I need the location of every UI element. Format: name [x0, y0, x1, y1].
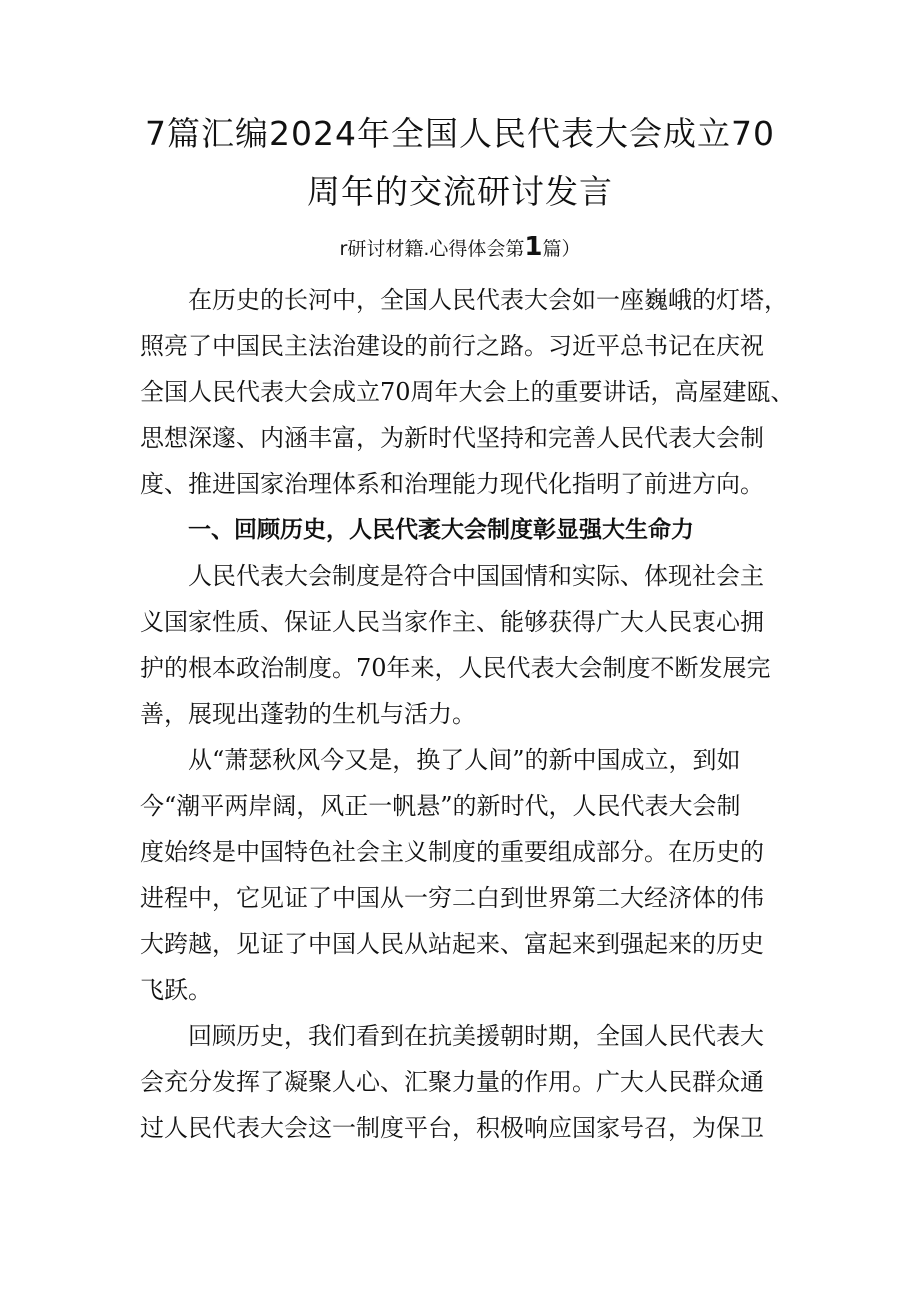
- document-body: [140, 277, 795, 1151]
- section-heading-1: 一、回顾历史，人民代袤大会制度彰显强大生命力: [188, 517, 694, 543]
- paragraph-line: 回顾历史，我们看到在抗美援朝时期，全国人民代表大: [188, 1022, 764, 1050]
- paragraph-line: 从“萧瑟秋风今又是，换了人间”的新中国成立，到如: [188, 746, 741, 774]
- paragraph-line: 思想深邃、内涵丰富，为新时代坚持和完善人民代表大会制: [140, 424, 764, 452]
- title-line-1: 7篇汇编2024年全国人民代表大会成立70: [145, 114, 775, 153]
- paragraph-line: 飞跃。: [140, 976, 212, 1004]
- paragraph-line: 在历史的长河中，全国人民代表大会如一座巍峨的灯塔，: [188, 286, 788, 314]
- paragraph-line: 度、推进国家治理体系和治理能力现代化指明了前进方向。: [140, 470, 764, 498]
- paragraph-line: 善，展现出蓬勃的生机与活力。: [140, 700, 476, 728]
- paragraph-line: 人民代表大会制度是符合中国国情和实际、体现社会主: [188, 562, 764, 590]
- document-subtitle: [100, 230, 820, 266]
- paragraph-line: 进程中，它见证了中国从一穷二白到世界第二大经济体的伟: [140, 884, 764, 912]
- subtitle-suffix: 篇）: [542, 238, 581, 260]
- title-line-2: 周年的交流研讨发言: [307, 172, 613, 211]
- paragraph-2: [140, 553, 790, 737]
- paragraph-line: 度始终是中国特色社会主义制度的重要组成部分。在历史的: [140, 838, 764, 866]
- paragraph-line: 会充分发挥了凝聚人心、汇聚力量的作用。广大人民群众通: [140, 1068, 764, 1096]
- paragraph-line: 义国家性质、保证人民当家作主、能够获得广大人民衷心拥: [140, 608, 764, 636]
- paragraph-line: 全国人民代表大会成立70周年大会上的重要讲话，高屋建瓯、: [140, 378, 795, 406]
- document-title: [100, 105, 820, 221]
- paragraph-1: [140, 277, 795, 507]
- paragraph-line: 照亮了中国民主法治建设的前行之路。习近平总书记在庆祝: [140, 332, 764, 360]
- paragraph-line: 护的根本政治制度。70年来，人民代表大会制度不断发展完: [140, 654, 771, 682]
- subtitle-number: 1: [524, 232, 543, 262]
- paragraph-3: [140, 737, 790, 1013]
- paragraph-4: [140, 1013, 790, 1151]
- paragraph-line: 今“潮平两岸阔，风正一帆悬”的新时代，人民代表大会制: [140, 792, 741, 820]
- subtitle-prefix: r研讨材籍.心得体会第: [339, 238, 525, 260]
- paragraph-line: 过人民代表大会这一制度平台，积极响应国家号召，为保卫: [140, 1114, 764, 1142]
- paragraph-line: 大跨越，见证了中国人民从站起来、富起来到强起来的历史: [140, 930, 764, 958]
